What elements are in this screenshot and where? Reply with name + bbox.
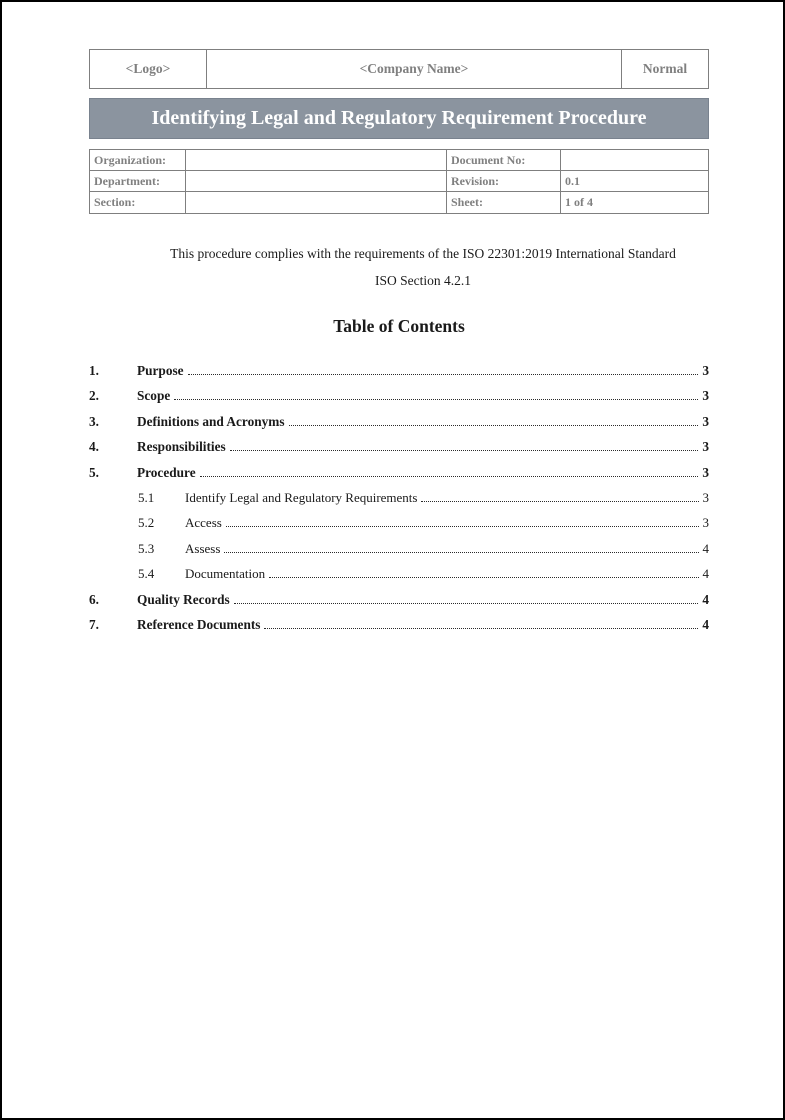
toc-entry-definitions[interactable] [89,409,709,434]
dot-leader [264,627,698,629]
toc-entry-page: 3 [702,413,709,429]
section-label: Section: [90,192,186,213]
toc-entry-number: 5.1 [138,489,155,505]
dot-leader [224,551,698,553]
revision-value: 0.1 [565,173,580,188]
document-title-banner: Identifying Legal and Regulatory Requirement Procedure [89,98,709,139]
dot-leader [230,449,699,451]
toc-entry-assess[interactable] [89,536,709,561]
toc-entry-title: Purpose [137,363,184,378]
toc-entry-documentation[interactable] [89,561,709,586]
section-value [186,192,447,213]
toc-entry-title: Identify Legal and Regulatory Requirements [185,489,418,505]
toc-entry-access[interactable] [89,510,709,535]
classification-label: Normal [642,61,688,76]
department-value [186,171,447,191]
revision-label: Revision: [447,171,561,191]
page-content [89,49,709,637]
toc-entry-scope[interactable] [89,383,709,408]
sheet-value: 1 of 4 [565,195,593,209]
document-no-value [561,150,708,170]
document-no-label: Document No: [447,150,561,170]
iso-section-reference: ISO Section 4.2.1 [375,273,471,288]
toc-entry-number: 3. [89,413,99,429]
dot-leader [269,576,698,578]
toc-entry-number: 5. [89,464,99,480]
toc-list [89,358,709,637]
metadata-row-department [90,171,708,192]
toc-entry-page: 3 [702,388,709,404]
toc-entry-title: Assess [185,540,221,556]
department-label: Department: [90,171,186,191]
toc-entry-page: 3 [702,363,709,378]
toc-entry-purpose[interactable] [89,358,709,383]
toc-entry-reference-documents[interactable] [89,612,709,637]
toc-entry-number: 5.2 [138,515,155,531]
compliance-statement: This procedure complies with the requirements of the ISO 22301:2019 International Standard [170,246,676,261]
dot-leader [226,525,699,527]
toc-entry-number: 2. [89,388,99,404]
toc-entry-number: 6. [89,591,99,607]
toc-entry-page: 4 [702,616,709,632]
toc-heading: Table of Contents [333,316,465,336]
toc-entry-title: Access [185,515,222,531]
dot-leader [234,602,699,604]
toc-entry-identify-requirements[interactable] [89,485,709,510]
toc-entry-page: 3 [702,489,709,505]
toc-entry-number: 1. [89,363,99,378]
toc-entry-number: 4. [89,439,99,455]
toc-entry-quality-records[interactable] [89,587,709,612]
toc-entry-procedure[interactable] [89,460,709,485]
logo-placeholder: <Logo> [90,50,207,88]
dot-leader [421,500,698,502]
toc-entry-responsibilities[interactable] [89,434,709,459]
toc-entry-title: Definitions and Acronyms [137,413,285,429]
dot-leader [174,398,698,400]
toc-entry-title: Quality Records [137,591,230,607]
dot-leader [200,475,699,477]
toc-entry-page: 3 [702,464,709,480]
toc-entry-page: 4 [702,591,709,607]
header-table [89,49,709,89]
toc-entry-page: 3 [702,439,709,455]
toc-entry-title: Scope [137,388,171,404]
company-name-placeholder: <Company Name> [207,50,622,88]
toc-entry-page: 3 [702,515,709,531]
toc-entry-title: Responsibilities [137,439,226,455]
metadata-row-organization [90,150,708,171]
toc-entry-title: Procedure [137,464,196,480]
toc-entry-title: Reference Documents [137,616,261,632]
dot-leader [289,424,699,426]
organization-label: Organization: [90,150,186,170]
toc-entry-page: 4 [702,540,709,556]
organization-value [186,150,447,170]
toc-entry-number: 7. [89,616,99,632]
sheet-label: Sheet: [447,192,561,213]
toc-entry-title: Documentation [185,566,266,582]
intro-block [137,244,709,290]
metadata-table [89,149,709,214]
toc-entry-page: 4 [702,566,709,582]
toc-entry-number: 5.3 [138,540,155,556]
metadata-row-section [90,192,708,213]
toc-entry-number: 5.4 [138,566,155,582]
dot-leader [188,373,699,375]
